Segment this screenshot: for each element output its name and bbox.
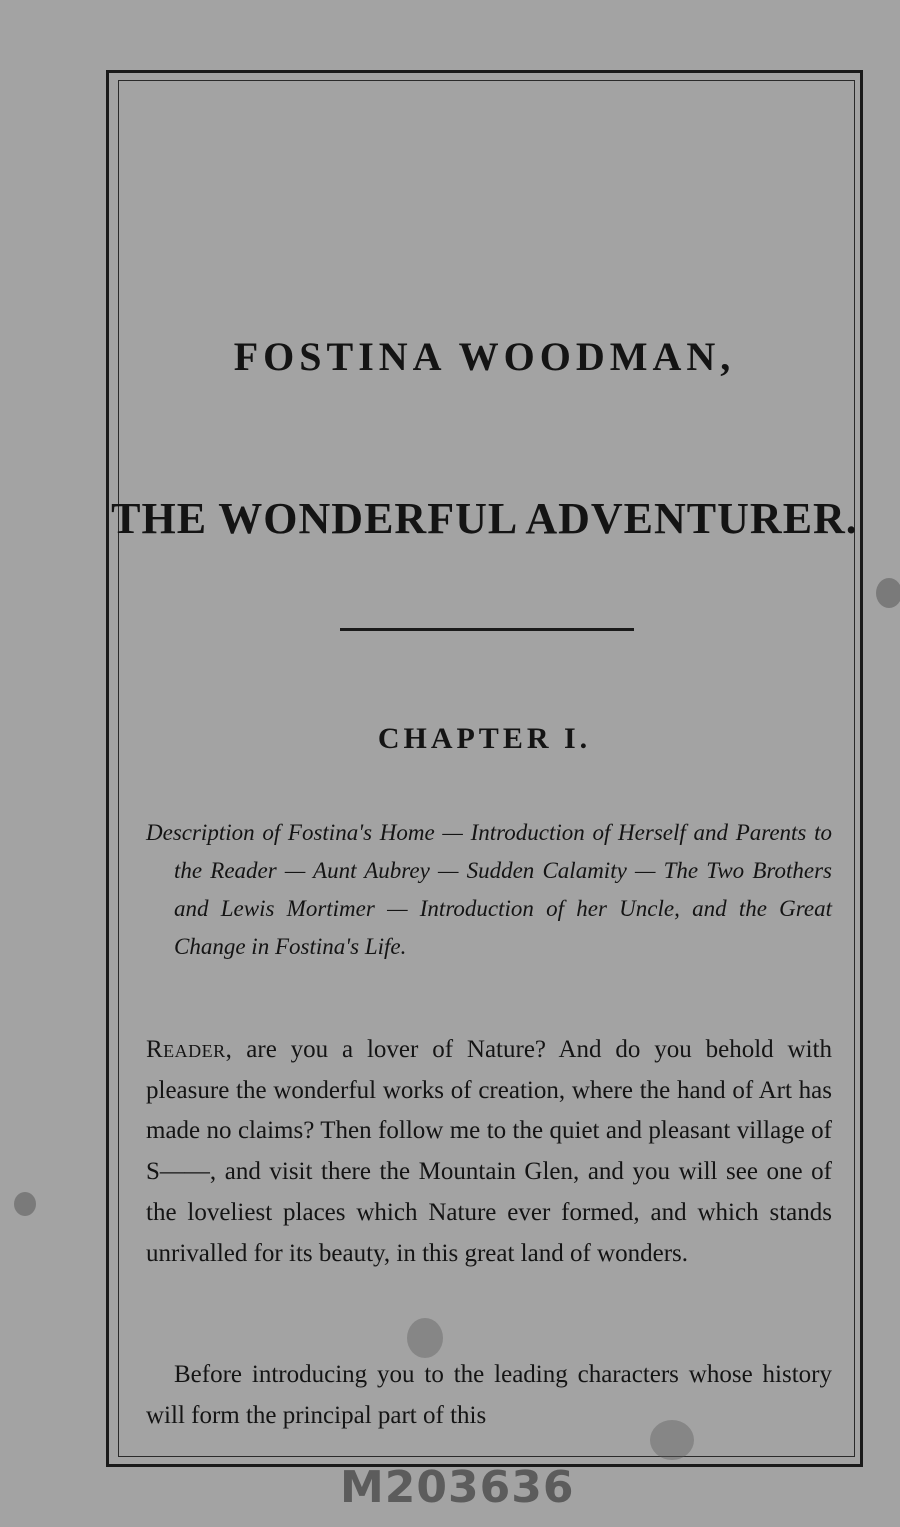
paragraph-lead-word: Reader,	[146, 1036, 233, 1063]
book-title-line1: FOSTINA WOODMAN,	[233, 334, 736, 379]
ink-blot	[14, 1192, 36, 1216]
paragraph-1-text: are you a lover of Nature? And do you behold with pleasure the wonderful works of creation, where the hand of Art has made no claims? Then follow me to the quiet and pleasant village of S——, and visit there the Mountain Glen, and you will see one of the loveliest places which Nature ever formed, and which stands unrivalled for its beauty, in this great land of wonders.	[146, 1036, 832, 1267]
ink-blot	[407, 1318, 443, 1358]
chapter-synopsis: Description of Fostina's Home — Introduction of Herself and Parents to the Reader — Aunt Aubrey — Sudden Calamity — The Two Brothers and Lewis Mortimer — Introduction of her Uncle, and the Great Change in Fostina's Life.	[146, 820, 832, 959]
paragraph-2: Before introducing you to the leading characters whose history will form the principal part of this	[146, 1361, 832, 1429]
paragraph-1	[146, 1030, 832, 1274]
library-stamp: M203636	[340, 1462, 575, 1513]
book-title-line2: THE WONDERFUL ADVENTURER.	[111, 494, 858, 543]
title-rule	[340, 628, 634, 631]
chapter-heading: CHAPTER I.	[377, 722, 592, 755]
ink-blot	[876, 578, 900, 608]
